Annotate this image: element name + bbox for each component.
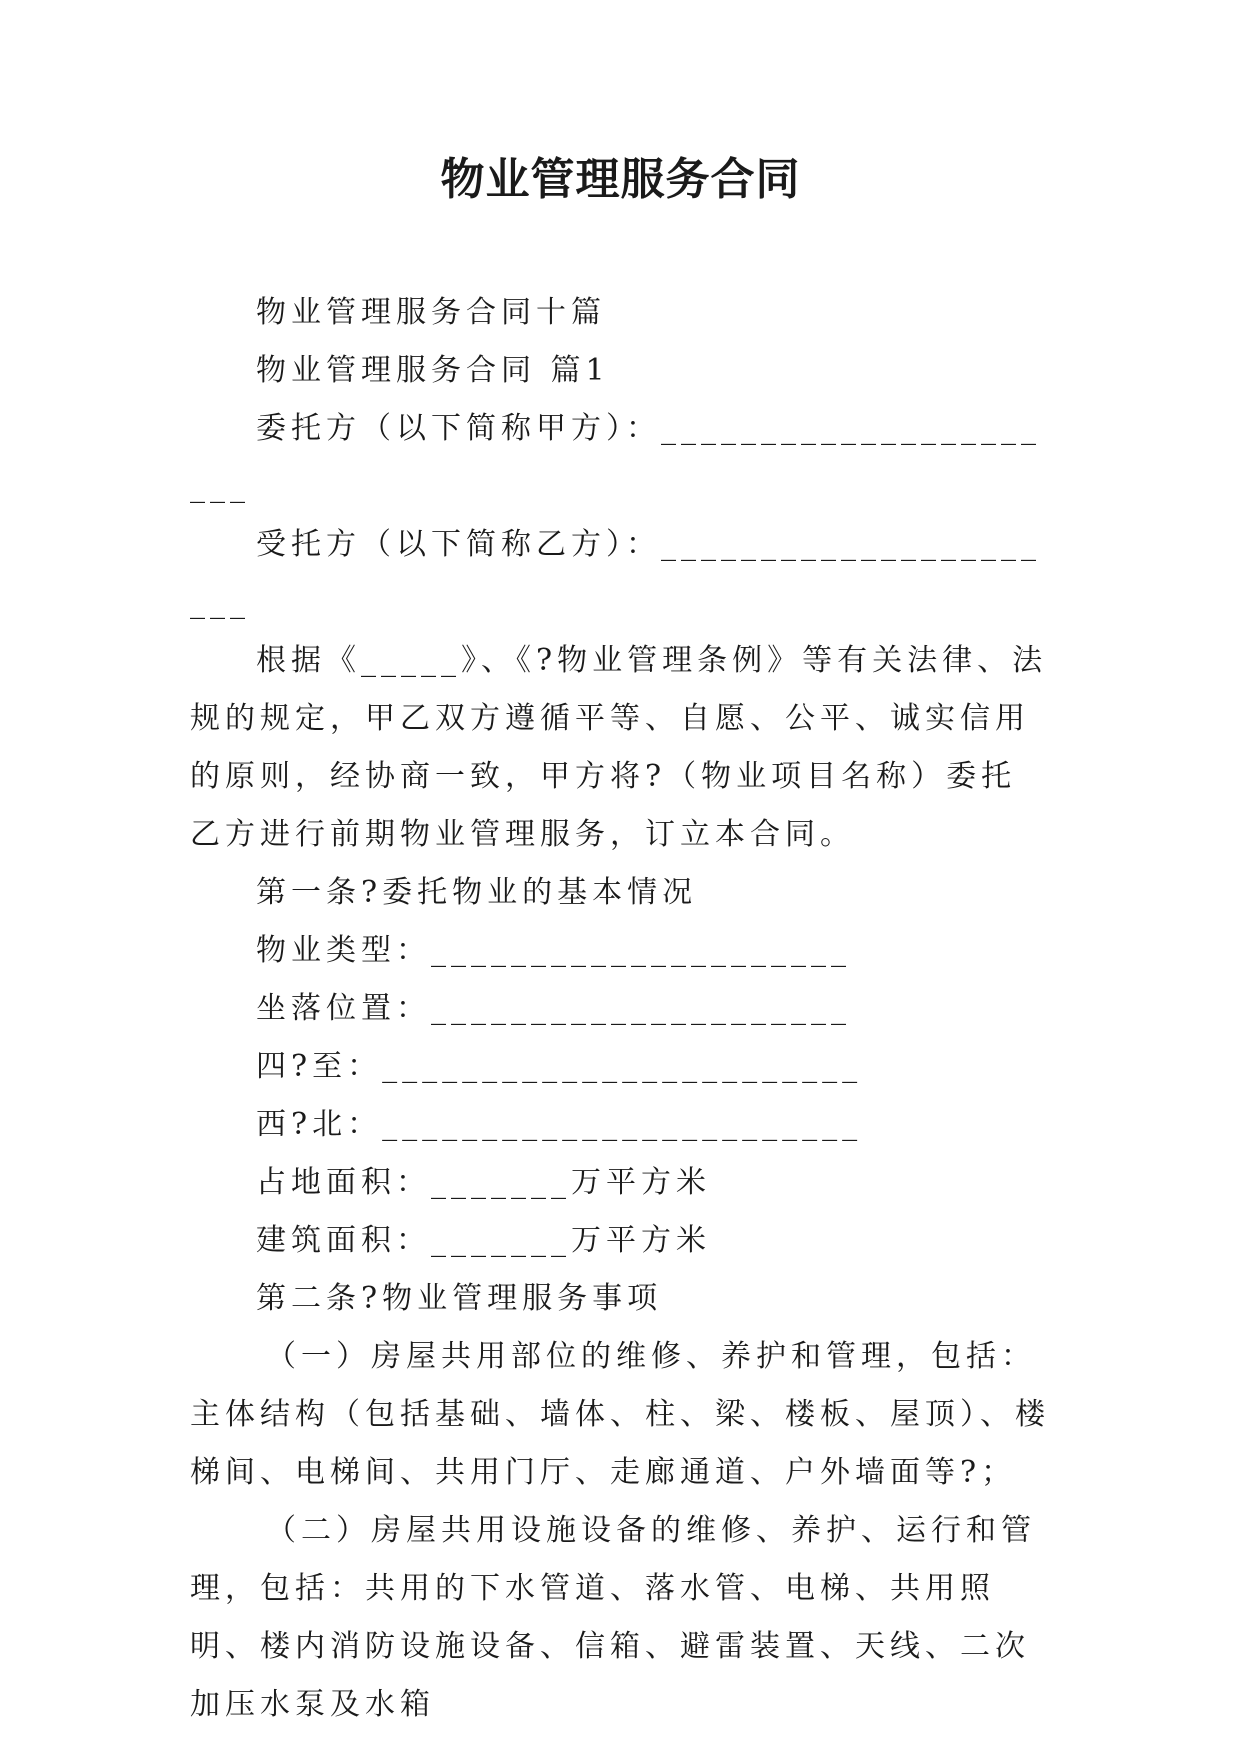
paragraph-party-a: 委托方（以下简称甲方）：______________________	[190, 411, 1041, 504]
paragraph-article-2: 第二条?物业管理服务事项	[256, 1281, 663, 1316]
paragraph-item-2: （二）房屋共用设施设备的维修、养护、运行和管理，包括：共用的下水管道、落水管、电梯、共用照明、楼内消防设施设备、信箱、避雷装置、天线、二次加压水泵及水箱	[190, 1513, 1036, 1722]
paragraph-article-1: 第一条?委托物业的基本情况	[256, 875, 698, 910]
paragraph-boundaries-2: 西?北：________________________	[256, 1107, 863, 1142]
paragraph-property-type: 物业类型：_____________________	[256, 933, 851, 968]
paragraph-location: 坐落位置：_____________________	[256, 991, 851, 1026]
paragraph-subtitle: 物业管理服务合同十篇	[256, 295, 606, 330]
paragraph-boundaries-1: 四?至：________________________	[256, 1049, 863, 1084]
document-body	[190, 284, 1050, 1734]
paragraph-building-area: 建筑面积：_______万平方米	[256, 1223, 711, 1258]
paragraph-land-area: 占地面积：_______万平方米	[256, 1165, 711, 1200]
paragraph-preamble: 根据《_____》、《?物业管理条例》等有关法律、法规的规定，甲乙双方遵循平等、自愿、公平、诚实信用的原则，经协商一致，甲方将?（物业项目名称）委托乙方进行前期物业管理服务，订立本合同。	[190, 643, 1048, 852]
paragraph-item-1: （一）房屋共用部位的维修、养护和管理，包括：主体结构（包括基础、墙体、柱、梁、楼板、屋顶）、楼梯间、电梯间、共用门厅、走廊通道、户外墙面等?；	[190, 1339, 1050, 1490]
document-title: 物业管理服务合同	[440, 154, 801, 205]
paragraph-section-heading: 物业管理服务合同 篇1	[256, 353, 610, 388]
paragraph-party-b: 受托方（以下简称乙方）：______________________	[190, 527, 1041, 620]
